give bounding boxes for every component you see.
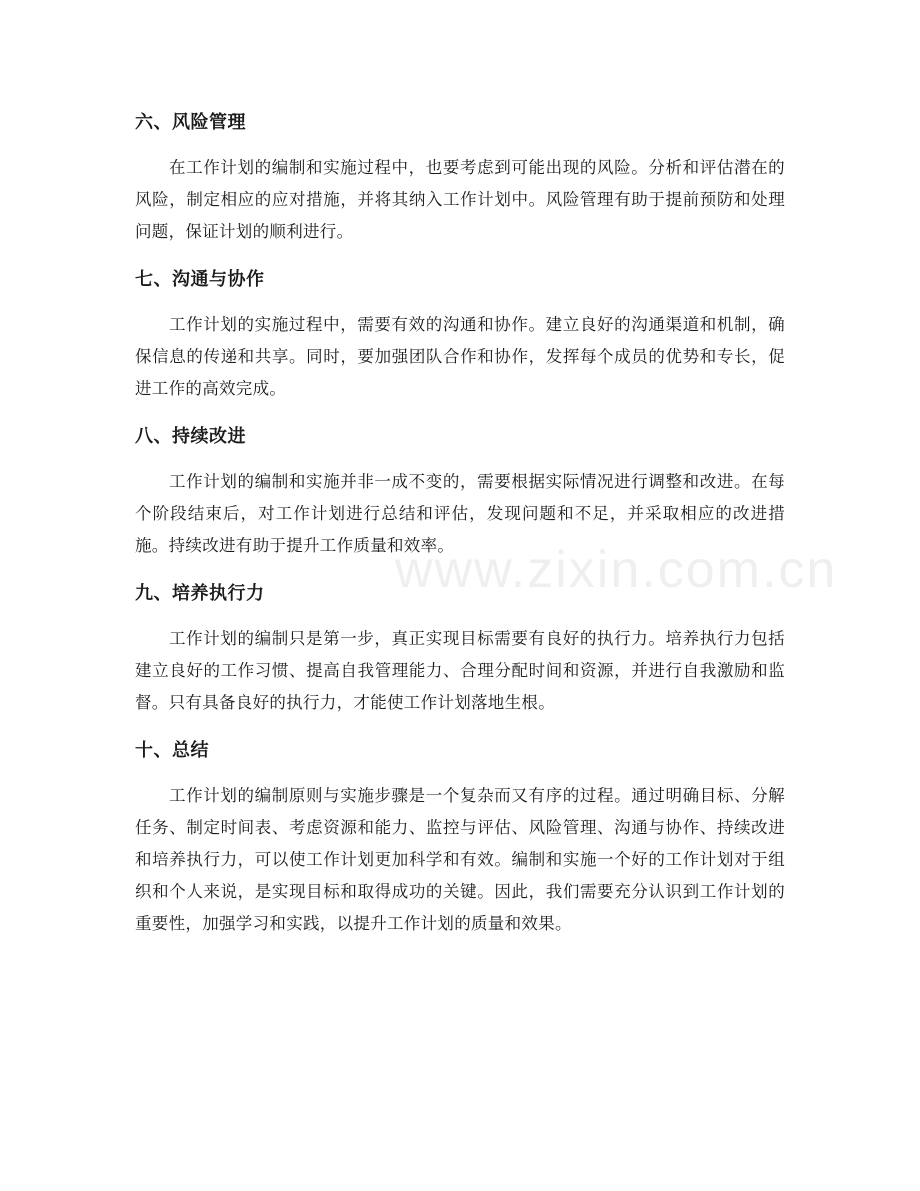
section-risk-management <box>135 105 785 248</box>
section-heading: 九、培养执行力 <box>135 583 265 604</box>
watermark: www.zixin.com.cn <box>395 541 838 599</box>
document-body <box>135 105 785 954</box>
section-paragraph: 工作计划的编制和实施并非一成不变的，需要根据实际情况进行调整和改进。在每个阶段结束后，对工作计划进行总结和评估，发现问题和不足，并采取相应的改进措施。持续改进有助于提升工作质量和效率。 <box>135 472 785 555</box>
section-summary <box>135 733 785 940</box>
section-paragraph: 工作计划的编制原则与实施步骤是一个复杂而又有序的过程。通过明确目标、分解任务、制定时间表、考虑资源和能力、监控与评估、风险管理、沟通与协作、持续改进和培养执行力，可以使工作计划更加科学和有效。编制和实施一个好的工作计划对于组织和个人来说，是实现目标和取得成功的关键。因此，我们需要充分认识到工作计划的重要性，加强学习和实践，以提升工作计划的质量和效果。 <box>135 786 785 933</box>
section-heading: 八、持续改进 <box>135 426 246 447</box>
section-heading: 十、总结 <box>135 740 209 761</box>
section-paragraph: 工作计划的实施过程中，需要有效的沟通和协作。建立良好的沟通渠道和机制，确保信息的传递和共享。同时，要加强团队合作和协作，发挥每个成员的优势和专长，促进工作的高效完成。 <box>135 315 785 398</box>
section-paragraph: 在工作计划的编制和实施过程中，也要考虑到可能出现的风险。分析和评估潜在的风险，制定相应的应对措施，并将其纳入工作计划中。风险管理有助于提前预防和处理问题，保证计划的顺利进行。 <box>135 158 785 241</box>
section-paragraph: 工作计划的编制只是第一步，真正实现目标需要有良好的执行力。培养执行力包括建立良好的工作习惯、提高自我管理能力、合理分配时间和资源，并进行自我激励和监督。只有具备良好的执行力，才能使工作计划落地生根。 <box>135 629 785 712</box>
section-execution <box>135 576 785 719</box>
section-communication <box>135 262 785 405</box>
section-continuous-improvement <box>135 419 785 562</box>
section-heading: 六、风险管理 <box>135 112 246 133</box>
section-heading: 七、沟通与协作 <box>135 269 265 290</box>
